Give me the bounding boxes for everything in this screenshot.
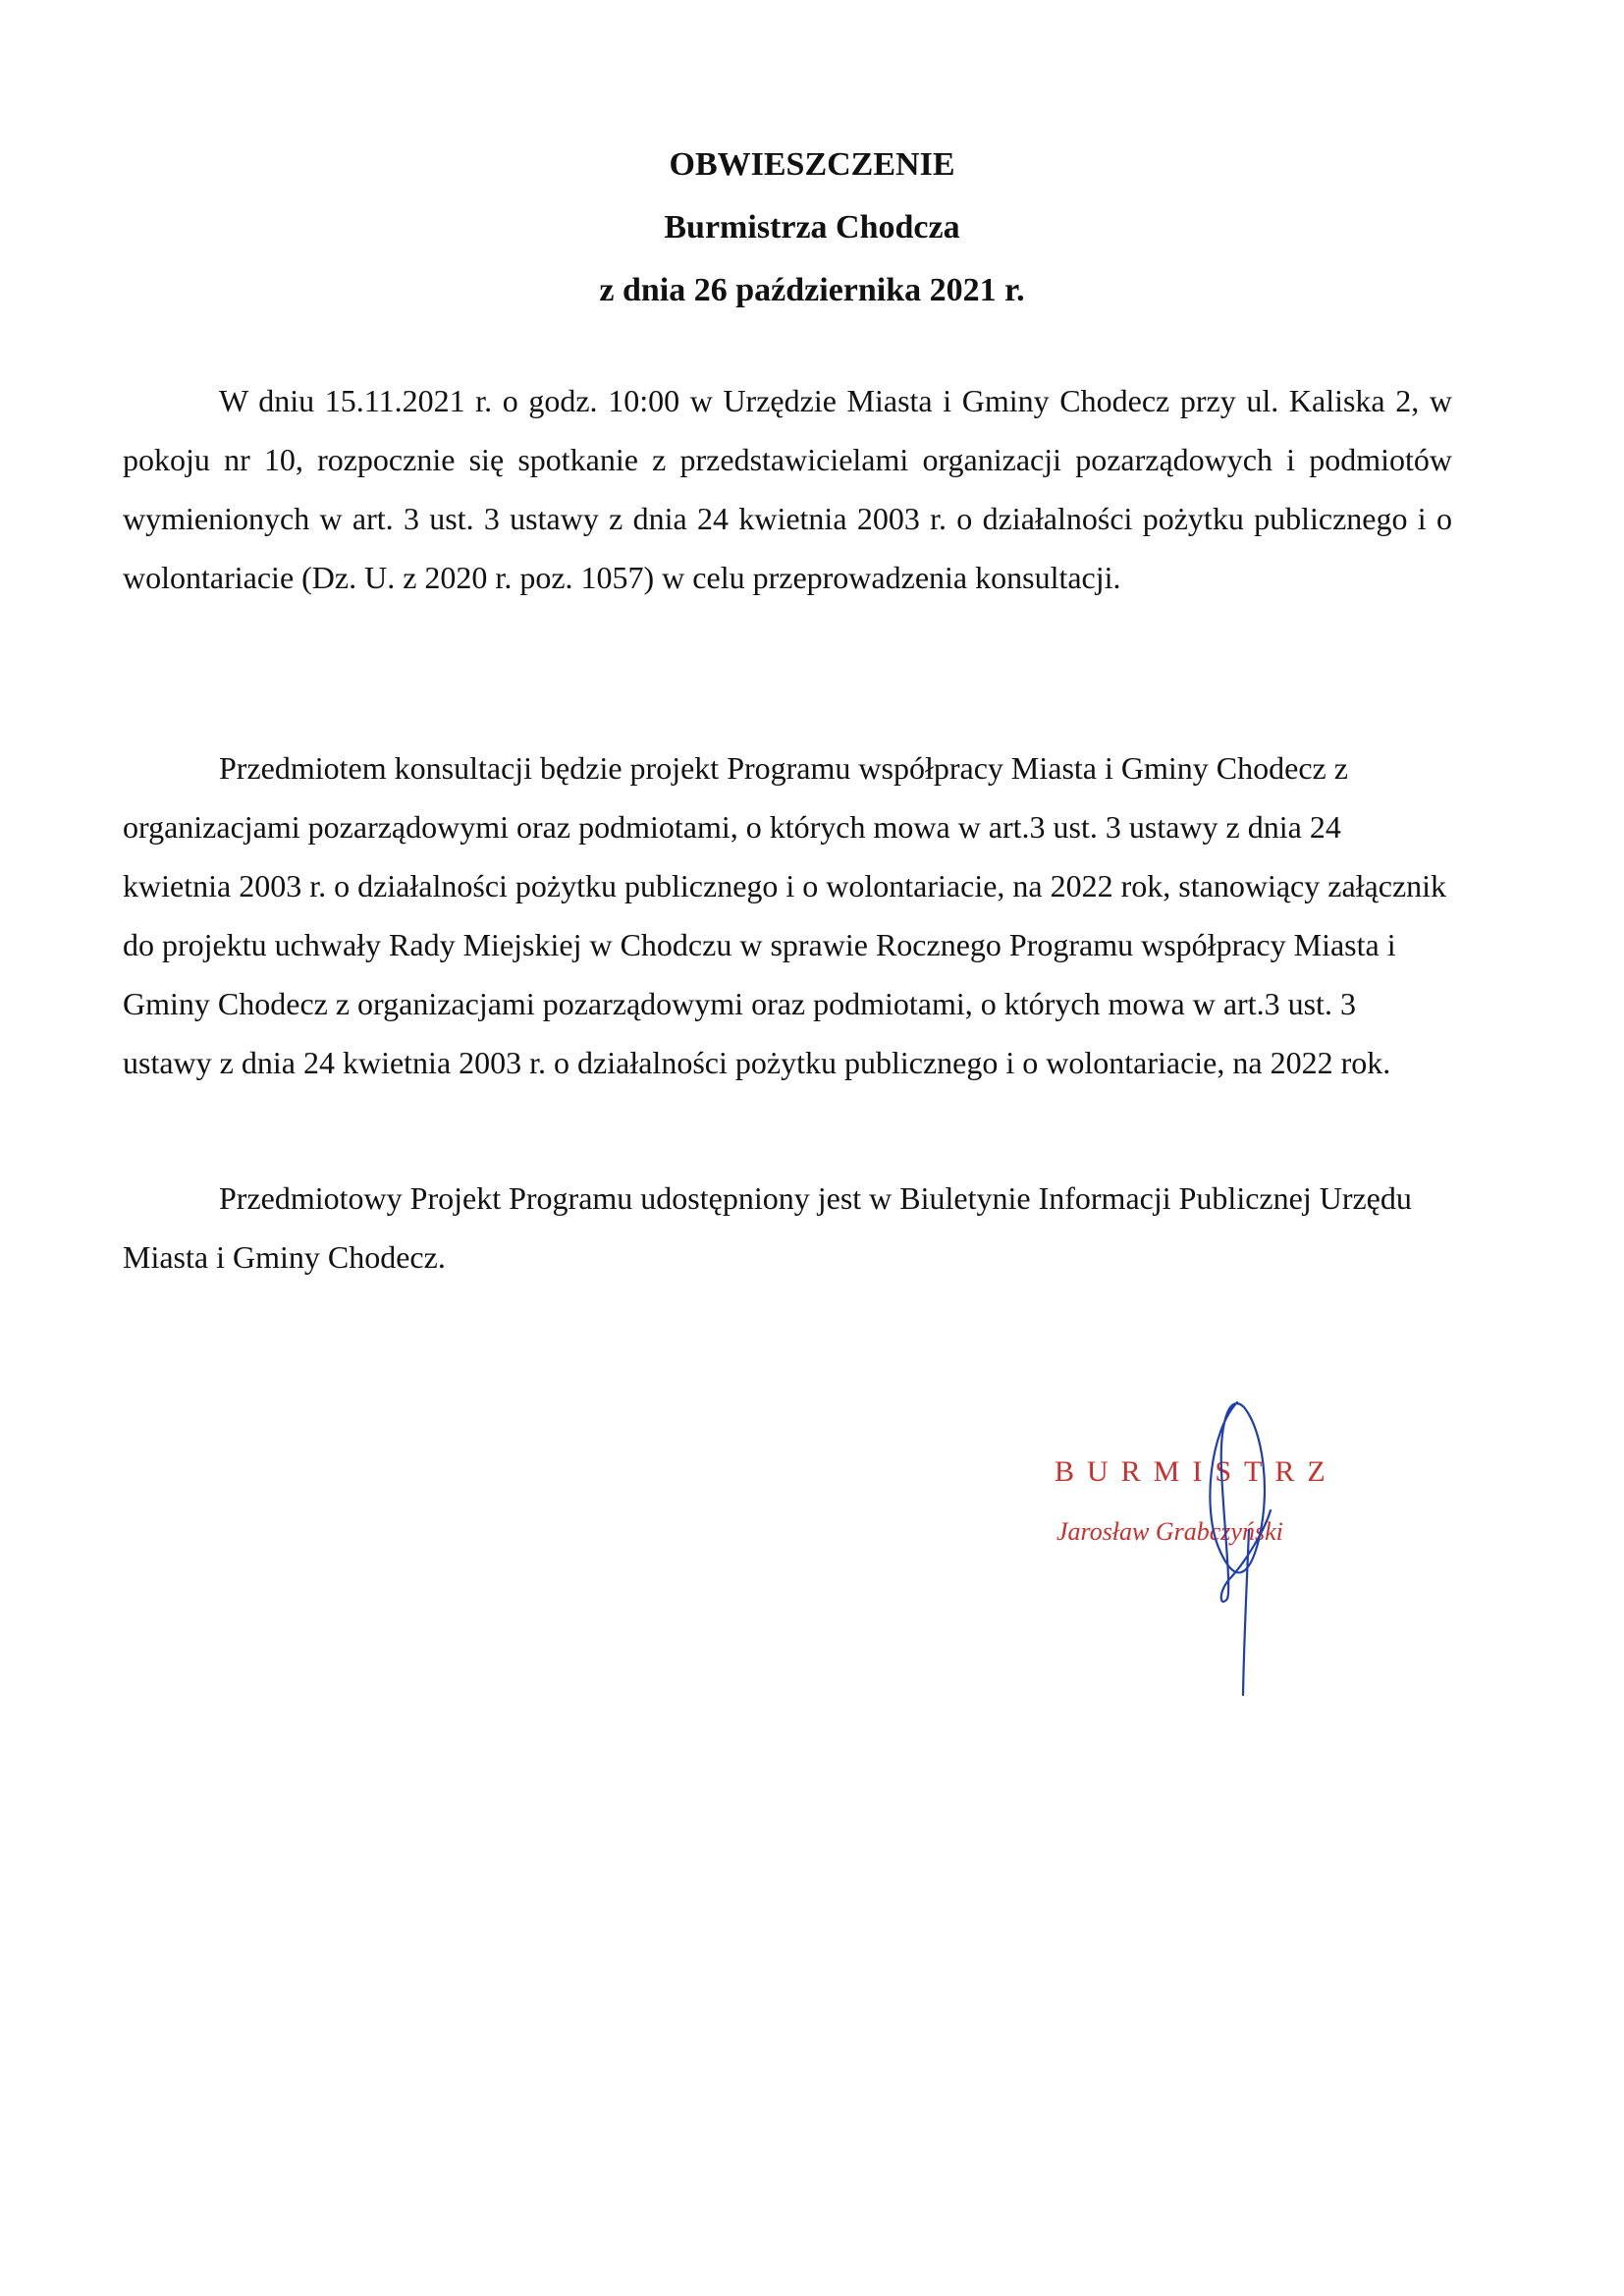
document-header bbox=[0, 134, 1624, 322]
handwritten-signature bbox=[1190, 1363, 1308, 1756]
stamp-name: Jarosław Grabczyński bbox=[1056, 1517, 1283, 1546]
document-issuer: Burmistrza Chodcza bbox=[664, 209, 960, 246]
document-date: z dnia 26 października 2021 r. bbox=[599, 272, 1025, 308]
paragraph-availability: Przedmiotowy Projekt Programu udostępniony jest w Biuletynie Informacji Publicznej Urzędu Miasta i Gminy Chodecz. bbox=[123, 1180, 1412, 1275]
paragraph-meeting: W dniu 15.11.2021 r. o godz. 10:00 w Urzędzie Miasta i Gminy Chodecz przy ul. Kaliska 2, w pokoju nr 10, rozpocznie się spotkanie z przedstawicielami organizacji pozarządowych i podmiotów wymienionych w art. 3 ust. 3 ustawy z dnia 24 kwietnia 2003 r. o działalności pożytku publicznego i o wolontariacie (Dz. U. z 2020 r. poz. 1057) w celu przeprowadzenia konsultacji. bbox=[123, 383, 1452, 595]
paragraph-subject: Przedmiotem konsultacji będzie projekt Programu współpracy Miasta i Gminy Chodecz z organizacjami pozarządowymi oraz podmiotami, o których mowa w art.3 ust. 3 ustawy z dnia 24 kwietnia 2003 r. o działalności pożytku publicznego i o wolontariacie, na 2022 rok, stanowiący załącznik do projektu uchwały Rady Miejskiej w Chodczu w sprawie Rocznego Programu współpracy Miasta i Gminy Chodecz z organizacjami pozarządowymi oraz podmiotami, o których mowa w art.3 ust. 3 ustawy z dnia 24 kwietnia 2003 r. o działalności pożytku publicznego i o wolontariacie, na 2022 rok. bbox=[123, 750, 1447, 1080]
document-title: OBWIESZCZENIE bbox=[669, 146, 955, 183]
stamp-title: BURMISTRZ bbox=[1055, 1455, 1338, 1488]
